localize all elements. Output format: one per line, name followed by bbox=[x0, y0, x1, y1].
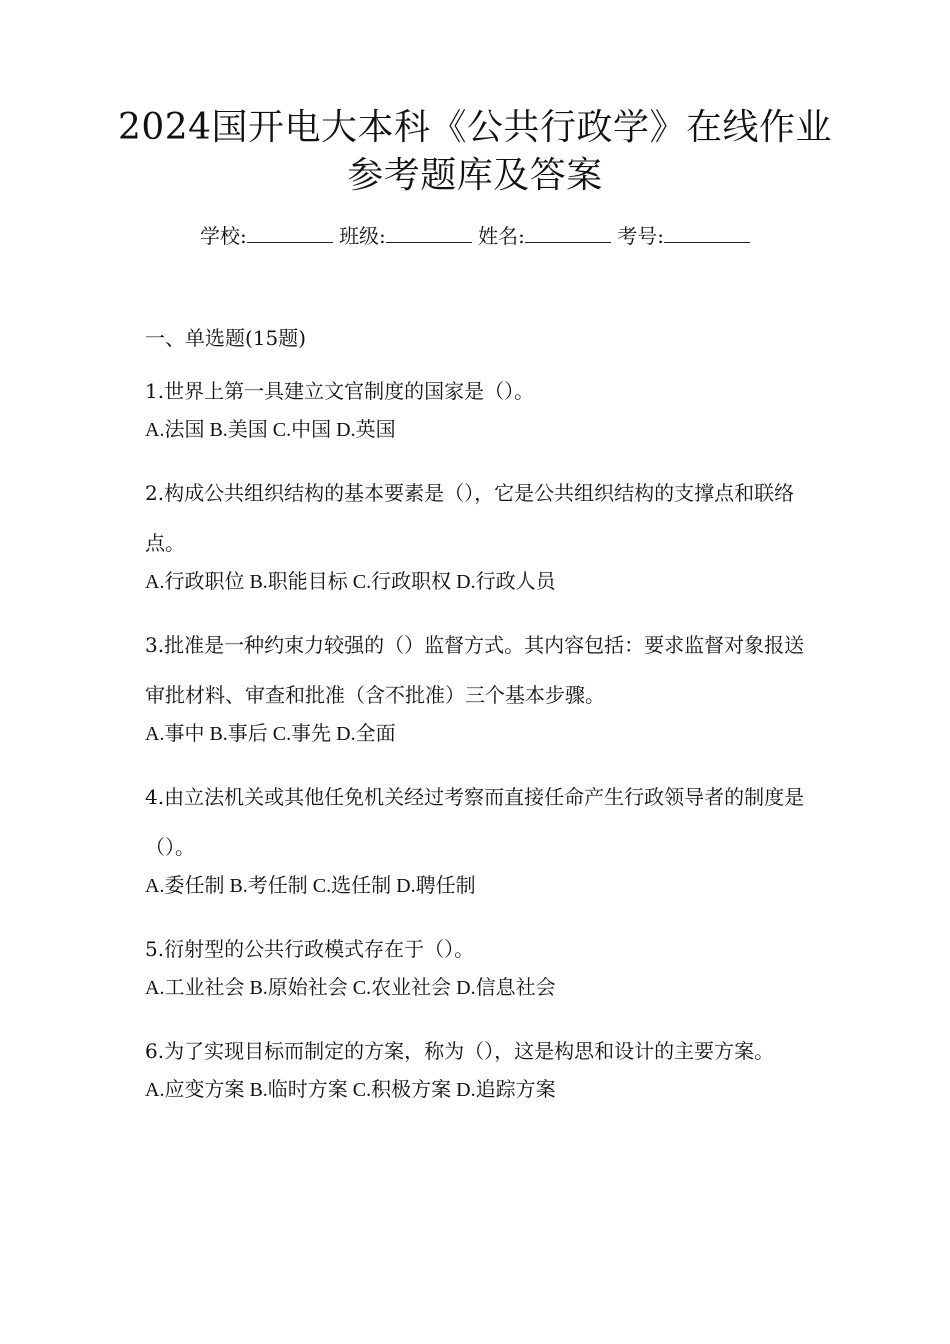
name-label: 姓名: bbox=[478, 224, 525, 248]
exam-number-label: 考号: bbox=[617, 224, 665, 248]
question-item bbox=[145, 468, 810, 596]
document-title-line-1: 2024国开电大本科《公共行政学》在线作业 bbox=[117, 107, 833, 148]
section-heading: 一、单选题(15题) bbox=[145, 326, 307, 350]
question-item bbox=[145, 924, 810, 1002]
question-stem: 6.为了实现目标而制定的方案，称为（），这是构思和设计的主要方案。 bbox=[145, 1039, 775, 1063]
question-options: A.事中 B.事后 C.事先 D.全面 bbox=[145, 723, 396, 745]
exam-number-blank bbox=[664, 224, 750, 243]
school-blank bbox=[247, 224, 333, 243]
question-options: A.法国 B.美国 C.中国 D.英国 bbox=[145, 419, 396, 441]
class-label: 班级: bbox=[339, 224, 386, 248]
question-options: A.行政职位 B.职能目标 C.行政职权 D.行政人员 bbox=[145, 571, 556, 593]
question-options: A.应变方案 B.临时方案 C.积极方案 D.追踪方案 bbox=[145, 1079, 556, 1101]
question-item bbox=[145, 620, 810, 748]
question-item bbox=[145, 772, 810, 900]
name-blank bbox=[525, 224, 611, 243]
question-options: A.工业社会 B.原始社会 C.农业社会 D.信息社会 bbox=[145, 977, 556, 999]
question-stem: 3.批准是一种约束力较强的（）监督方式。其内容包括：要求监督对象报送审批材料、审查和批准（含不批准）三个基本步骤。 bbox=[145, 633, 805, 707]
question-stem: 4.由立法机关或其他任免机关经过考察而直接任命产生行政领导者的制度是（）。 bbox=[145, 785, 805, 859]
question-stem: 2.构成公共组织结构的基本要素是（），它是公共组织结构的支撑点和联络点。 bbox=[145, 481, 795, 555]
class-blank bbox=[386, 224, 472, 243]
question-item bbox=[145, 366, 810, 444]
question-options: A.委任制 B.考任制 C.选任制 D.聘任制 bbox=[145, 875, 476, 897]
document-title-line-2: 参考题库及答案 bbox=[347, 155, 603, 196]
student-info-row bbox=[0, 222, 950, 250]
school-label: 学校: bbox=[199, 224, 247, 248]
question-stem: 1.世界上第一具建立文官制度的国家是（）。 bbox=[145, 379, 535, 403]
question-list bbox=[145, 366, 810, 1128]
question-stem: 5.衍射型的公共行政模式存在于（）。 bbox=[145, 937, 475, 961]
question-item bbox=[145, 1026, 810, 1104]
